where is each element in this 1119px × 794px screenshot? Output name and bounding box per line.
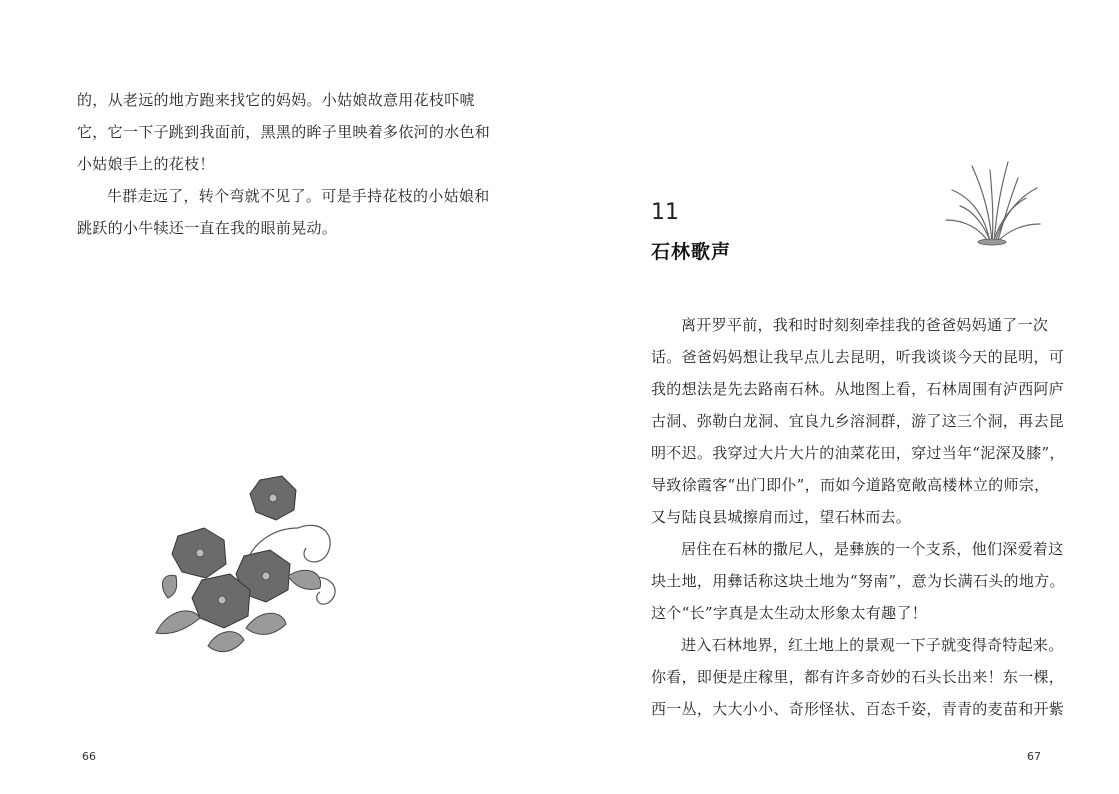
text-line: 进入石林地界，红土地上的景观一下子就变得奇特起来。 <box>681 636 1064 654</box>
left-page-body <box>77 84 491 244</box>
right-page-body <box>651 309 1065 725</box>
text-line: 小姑娘手上的花枝！ <box>77 155 215 173</box>
text-line: 你看，即便是庄稼里，都有许多奇妙的石头长出来！东一棵， <box>651 668 1065 686</box>
text-line: 话。爸爸妈妈想让我早点儿去昆明，听我谈谈今天的昆明，可 <box>651 348 1065 366</box>
chapter-number: 11 <box>651 200 679 225</box>
text-line: 居住在石林的撒尼人，是彝族的一个支系，他们深爱着这 <box>681 540 1064 558</box>
text-line: 的，从老远的地方跑来找它的妈妈。小姑娘故意用花枝吓唬 <box>77 91 475 109</box>
text-line: 它，它一下子跳到我面前，黑黑的眸子里映着多依河的水色和 <box>77 123 491 141</box>
text-line: 导致徐霞客“出门即仆”，而如今道路宽敞高楼林立的师宗， <box>651 476 1050 494</box>
text-line: 古洞、弥勒白龙洞、宜良九乡溶洞群，游了这三个洞，再去昆 <box>651 412 1065 430</box>
text-line: 又与陆良县城擦肩而过，望石林而去。 <box>651 508 912 526</box>
text-line: 明不迟。我穿过大片大片的油菜花田，穿过当年“泥深及膝”， <box>651 444 1065 462</box>
text-line: 西一丛，大大小小、奇形怪状、百态千姿，青青的麦苗和开紫 <box>651 700 1065 718</box>
text-line: 跳跃的小牛犊还一直在我的眼前晃动。 <box>77 219 338 237</box>
text-line: 这个“长”字真是太生动太形象太有趣了！ <box>651 604 928 622</box>
right-page <box>560 0 1119 794</box>
grass-tuft-illustration <box>942 158 1042 248</box>
page-number-left: 66 <box>82 750 96 763</box>
text-line: 我的想法是先去路南石林。从地图上看，石林周围有泸西阿庐 <box>651 380 1065 398</box>
page-number-right: 67 <box>1027 750 1041 763</box>
text-line: 牛群走远了，转个弯就不见了。可是手持花枝的小姑娘和 <box>107 187 490 205</box>
text-line: 离开罗平前，我和时时刻刻牵挂我的爸爸妈妈通了一次 <box>681 316 1049 334</box>
morning-glory-flowers-illustration <box>148 468 358 673</box>
chapter-title: 石林歌声 <box>651 241 732 263</box>
text-line: 块土地，用彝话称这块土地为“努南”，意为长满石头的地方。 <box>651 572 1065 590</box>
